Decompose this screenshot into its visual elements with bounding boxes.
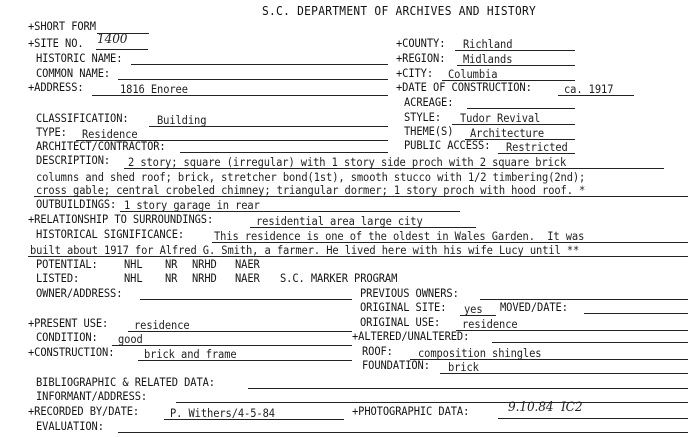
original-use-line bbox=[456, 330, 688, 331]
description-rule-1 bbox=[124, 168, 664, 169]
date-construction-value: ca. 1917 bbox=[564, 83, 614, 96]
significance-line-1: This residence is one of the oldest in Wales Garden. It was bbox=[214, 230, 585, 243]
address-label: +ADDRESS: bbox=[28, 81, 84, 94]
date-construction-label: +DATE OF CONSTRUCTION: bbox=[396, 81, 532, 94]
recorded-value: P. Withers/4-5-84 bbox=[170, 407, 275, 420]
address-value: 1816 Enoree bbox=[120, 83, 188, 96]
foundation-value: brick bbox=[448, 361, 479, 374]
owner-line bbox=[140, 299, 352, 300]
county-label: +COUNTY: bbox=[396, 37, 446, 50]
classification-label: CLASSIFICATION: bbox=[36, 112, 129, 125]
original-use-label: ORIGINAL USE: bbox=[360, 316, 441, 329]
altered-label: +ALTERED/UNALTERED: bbox=[352, 330, 470, 343]
site-no-label: +SITE NO. bbox=[28, 37, 84, 50]
informant-line bbox=[176, 402, 688, 403]
description-line-1: 2 story; square (irregular) with 1 story side proch with 2 square brick bbox=[128, 156, 567, 169]
previous-owners-line bbox=[480, 299, 688, 300]
architect-line bbox=[180, 152, 388, 153]
significance-line-2: built about 1917 for Alfred G. Smith, a farmer. He lived here with his wife Lucy until ** bbox=[30, 244, 580, 257]
acreage-line bbox=[467, 108, 575, 109]
present-use-line bbox=[128, 331, 352, 332]
significance-label: HISTORICAL SIGNIFICANCE: bbox=[36, 228, 185, 241]
listed-nr: NR bbox=[165, 272, 178, 285]
public-access-value: Restricted bbox=[506, 141, 568, 154]
significance-rule-1 bbox=[212, 242, 688, 243]
roof-value: composition shingles bbox=[418, 347, 542, 360]
architect-label: ARCHITECT/CONTRACTOR: bbox=[36, 140, 166, 153]
address-line bbox=[92, 95, 388, 96]
construction-value: brick and frame bbox=[144, 348, 237, 361]
common-name-line bbox=[118, 79, 388, 80]
construction-label: +CONSTRUCTION: bbox=[28, 346, 115, 359]
informant-label: INFORMANT/ADDRESS: bbox=[36, 390, 148, 403]
listed-nhl: NHL bbox=[124, 272, 143, 285]
photo-label: +PHOTOGRAPHIC DATA: bbox=[352, 405, 470, 418]
bibliographic-label: BIBLIOGRAPHIC & RELATED DATA: bbox=[36, 376, 215, 389]
region-line bbox=[457, 65, 575, 66]
original-site-line bbox=[460, 315, 496, 316]
foundation-line bbox=[440, 373, 688, 374]
potential-nrhd: NRHD bbox=[192, 258, 217, 271]
foundation-label: FOUNDATION: bbox=[362, 359, 430, 372]
recorded-line bbox=[164, 419, 344, 420]
site-no-line bbox=[96, 49, 148, 50]
description-line-3: cross gable; central crobeled chimney; triangular dormer; 1 story proch with hood roof. * bbox=[36, 184, 586, 197]
date-construction-line bbox=[558, 95, 634, 96]
style-value: Tudor Revival bbox=[460, 112, 541, 125]
relationship-value: residential area large city bbox=[256, 215, 423, 228]
condition-label: CONDITION: bbox=[36, 331, 98, 344]
owner-label: OWNER/ADDRESS: bbox=[36, 287, 123, 300]
themes-value: Architecture bbox=[470, 127, 545, 140]
type-label: TYPE: bbox=[36, 126, 67, 139]
recorded-label: +RECORDED BY/DATE: bbox=[28, 405, 140, 418]
region-value: Midlands bbox=[463, 53, 513, 66]
classification-value: Building bbox=[157, 114, 207, 127]
original-use-value: residence bbox=[462, 318, 518, 331]
historic-name-line bbox=[131, 64, 388, 65]
description-rule-3 bbox=[34, 196, 688, 197]
description-label: DESCRIPTION: bbox=[36, 154, 111, 167]
outbuildings-value: 1 story garage in rear bbox=[124, 199, 260, 212]
potential-nr: NR bbox=[165, 258, 178, 271]
previous-owners-label: PREVIOUS OWNERS: bbox=[360, 287, 459, 300]
moved-date-label: MOVED/DATE: bbox=[500, 301, 568, 314]
marker-program-label: S.C. MARKER PROGRAM bbox=[280, 272, 398, 285]
classification-line bbox=[149, 126, 388, 127]
roof-label: ROOF: bbox=[362, 345, 393, 358]
photo-line bbox=[498, 418, 688, 419]
evaluation-line bbox=[118, 432, 688, 433]
outbuildings-line bbox=[120, 211, 460, 212]
altered-line bbox=[492, 342, 688, 343]
style-line bbox=[452, 124, 575, 125]
listed-label: LISTED: bbox=[36, 272, 80, 285]
county-value: Richland bbox=[463, 38, 513, 51]
evaluation-label: EVALUATION: bbox=[36, 420, 104, 433]
condition-value: good bbox=[118, 333, 143, 346]
city-label: +CITY: bbox=[396, 67, 434, 80]
bibliographic-line bbox=[248, 388, 688, 389]
historic-name-label: HISTORIC NAME: bbox=[36, 52, 123, 65]
photo-value: 9.10.84 IC2 bbox=[508, 400, 583, 415]
outbuildings-label: OUTBUILDINGS: bbox=[36, 198, 117, 211]
listed-nrhd: NRHD bbox=[192, 272, 217, 285]
present-use-label: +PRESENT USE: bbox=[28, 317, 109, 330]
county-line bbox=[455, 50, 575, 51]
description-line-2: columns and shed roof; brick, stretcher bond(1st), smooth stucco with 1/2 timbering(2nd); bbox=[36, 171, 586, 184]
present-use-value: residence bbox=[134, 319, 190, 332]
type-value: Residence bbox=[82, 128, 138, 141]
public-access-label: PUBLIC ACCESS: bbox=[404, 139, 491, 152]
form-title: S.C. DEPARTMENT OF ARCHIVES AND HISTORY bbox=[262, 4, 537, 18]
original-site-label: ORIGINAL SITE: bbox=[360, 301, 447, 314]
short-form-label: +SHORT FORM bbox=[28, 20, 96, 33]
condition-line bbox=[112, 345, 352, 346]
city-value: Columbia bbox=[448, 68, 498, 81]
common-name-label: COMMON NAME: bbox=[36, 67, 111, 80]
original-site-value: yes bbox=[464, 303, 483, 316]
relationship-label: +RELATIONSHIP TO SURROUNDINGS: bbox=[28, 213, 214, 226]
potential-label: POTENTIAL: bbox=[36, 258, 98, 271]
region-label: +REGION: bbox=[396, 52, 446, 65]
public-access-line bbox=[498, 153, 575, 154]
listed-naer: NAER bbox=[235, 272, 260, 285]
potential-nhl: NHL bbox=[124, 258, 143, 271]
site-no-value: 1400 bbox=[97, 32, 128, 47]
relationship-line bbox=[250, 227, 476, 228]
moved-date-line bbox=[584, 313, 688, 314]
construction-line bbox=[138, 360, 352, 361]
potential-naer: NAER bbox=[235, 258, 260, 271]
style-label: STYLE: bbox=[404, 111, 442, 124]
acreage-label: ACREAGE: bbox=[404, 96, 454, 109]
significance-rule-2 bbox=[28, 256, 688, 257]
themes-label: THEME(S) bbox=[404, 125, 454, 138]
roof-line bbox=[410, 359, 688, 360]
